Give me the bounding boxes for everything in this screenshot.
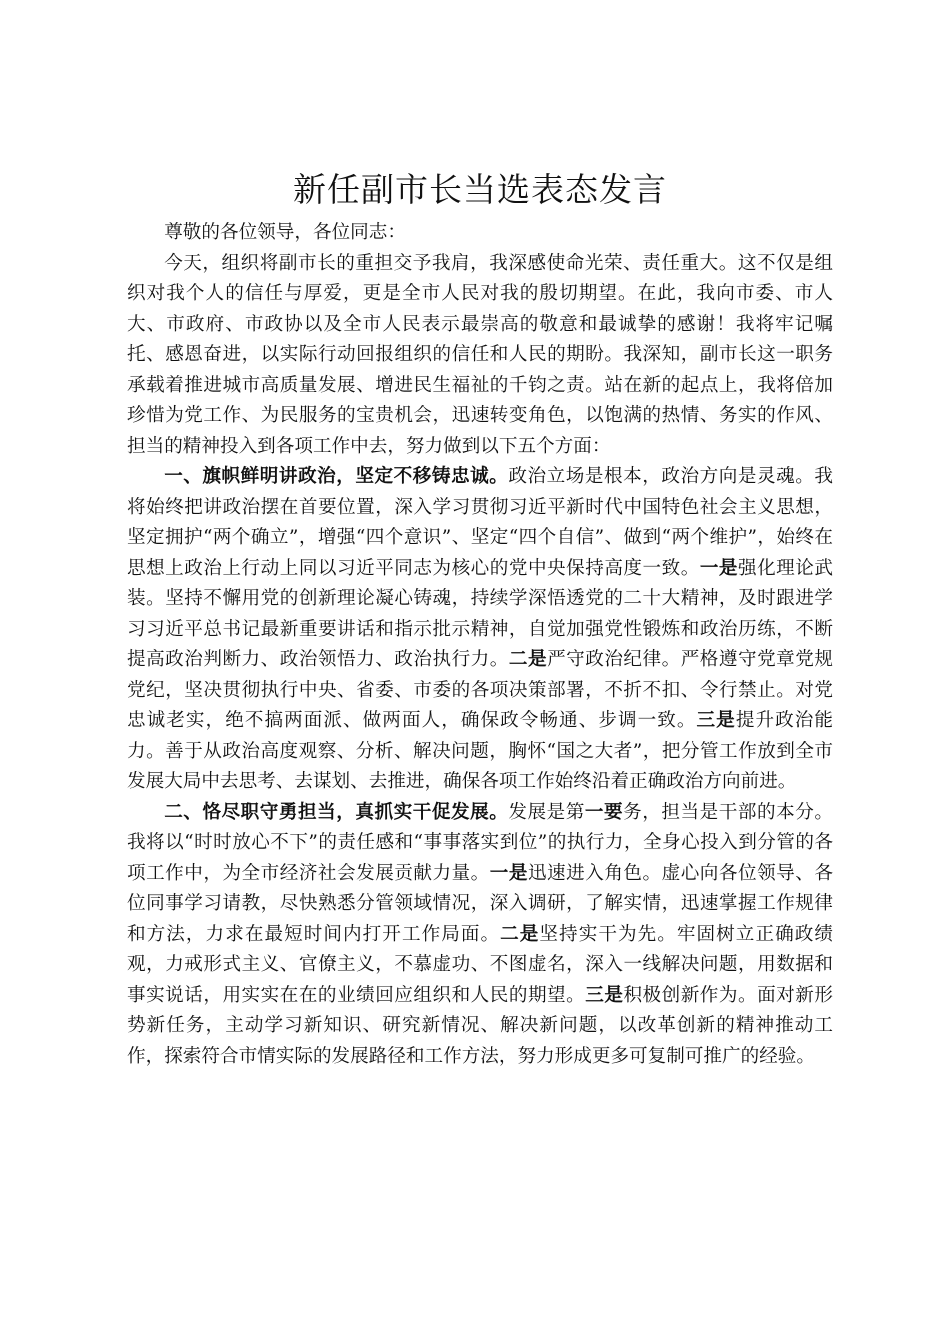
section-1-lead: 政治立场是根本，政治方向是灵魂。我将始终把讲政治摆在首要位置，深入学习贯彻习近平新时代中国特色社会主义思想，坚定拥护“两个确立”，增强“四个意识”、坚定“四个自信”、做到“两个维护”，始终在思想上政治上行动上同以习近平同志为核心的党中央保持高度一致。	[127, 466, 833, 579]
document-body	[127, 218, 833, 1072]
section-1-point-2-label: 二是	[508, 649, 548, 670]
document-page	[127, 168, 833, 1072]
section-1-point-1-text: 强化理论武装。坚持不懈用党的创新理论凝心铸魂，持续学深悟透党的二十大精神，及时跟进学习习近平总书记最新重要讲话和指示批示精神，自觉加强党性锻炼和政治历练，不断提高政治判断力、政治领悟力、政治执行力。	[127, 557, 833, 670]
section-2-paragraph	[127, 798, 833, 1073]
section-2-point-3-label: 三是	[585, 984, 624, 1006]
salutation: 尊敬的各位领导，各位同志：	[164, 222, 406, 243]
section-2-point-1-text: 迅速进入角色。虚心向各位领导、各位同事学习请教，尽快熟悉分管领域情况，深入调研，了解实情，迅速掌握工作规律和方法，力求在最短时间内打开工作局面。	[127, 862, 833, 945]
document-title: 新任副市长当选表态发言	[293, 170, 667, 209]
section-2-lead-emphasis: 一要	[584, 801, 624, 823]
section-2-point-3-text: 积极创新作为。面对新形势新任务，主动学习新知识、研究新情况、解决新问题，以改革创新的精神推动工作，探索符合市情实际的发展路径和工作方法，努力形成更多可复制可推广的经验。	[127, 984, 833, 1067]
section-2-point-2-text: 坚持实干为先。牢固树立正确政绩观，力戒形式主义、官僚主义，不慕虚功、不图虚名，深入一线解决问题，用数据和事实说话，用实实在在的业绩回应组织和人民的期望。	[127, 923, 833, 1006]
section-2-point-1-label: 一是	[489, 862, 528, 884]
section-1-point-2-text: 严守政治纪律。严格遵守党章党规党纪，坚决贯彻执行中央、省委、市委的各项决策部署，不折不扣、令行禁止。对党忠诚老实，绝不搞两面派、做两面人，确保政令畅通、步调一致。	[127, 649, 833, 731]
section-1-paragraph	[127, 462, 833, 798]
section-1-point-3-label: 三是	[696, 710, 736, 731]
section-2-heading: 二、恪尽职守勇担当，真抓实干促发展。	[164, 801, 509, 823]
section-2-point-2-label: 二是	[500, 923, 540, 945]
section-1-heading: 一、旗帜鲜明讲政治，坚定不移铸忠诚。	[164, 466, 509, 487]
section-2-lead-a: 发展是第	[508, 801, 585, 823]
section-1-point-1-label: 一是	[699, 557, 738, 579]
section-2-lead-b: 务，担当是干部的本分。我将以“时时放心不下”的责任感和“事事落实到位”的执行力，全身心投入到分管的各项工作中，为全市经济社会发展贡献力量。	[127, 801, 833, 884]
section-1-point-3-text: 提升政治能力。善于从政治高度观察、分析、解决问题，胸怀“国之大者”，把分管工作放到全市发展大局中去思考、去谋划、去推进，确保各项工作始终沿着正确政治方向前进。	[127, 710, 833, 792]
intro-paragraph: 今天，组织将副市长的重担交予我肩，我深感使命光荣、责任重大。这不仅是组织对我个人的信任与厚爱，更是全市人民对我的殷切期望。在此，我向市委、市人大、市政府、市政协以及全市人民表示最崇高的敬意和最诚挚的感谢！我将牢记嘱托、感恩奋进，以实际行动回报组织的信任和人民的期盼。我深知，副市长这一职务承载着推进城市高质量发展、增进民生福祉的千钧之责。站在新的起点上，我将倍加珍惜为党工作、为民服务的宝贵机会，迅速转变角色，以饱满的热情、务实的作风、担当的精神投入到各项工作中去，努力做到以下五个方面：	[127, 252, 833, 457]
